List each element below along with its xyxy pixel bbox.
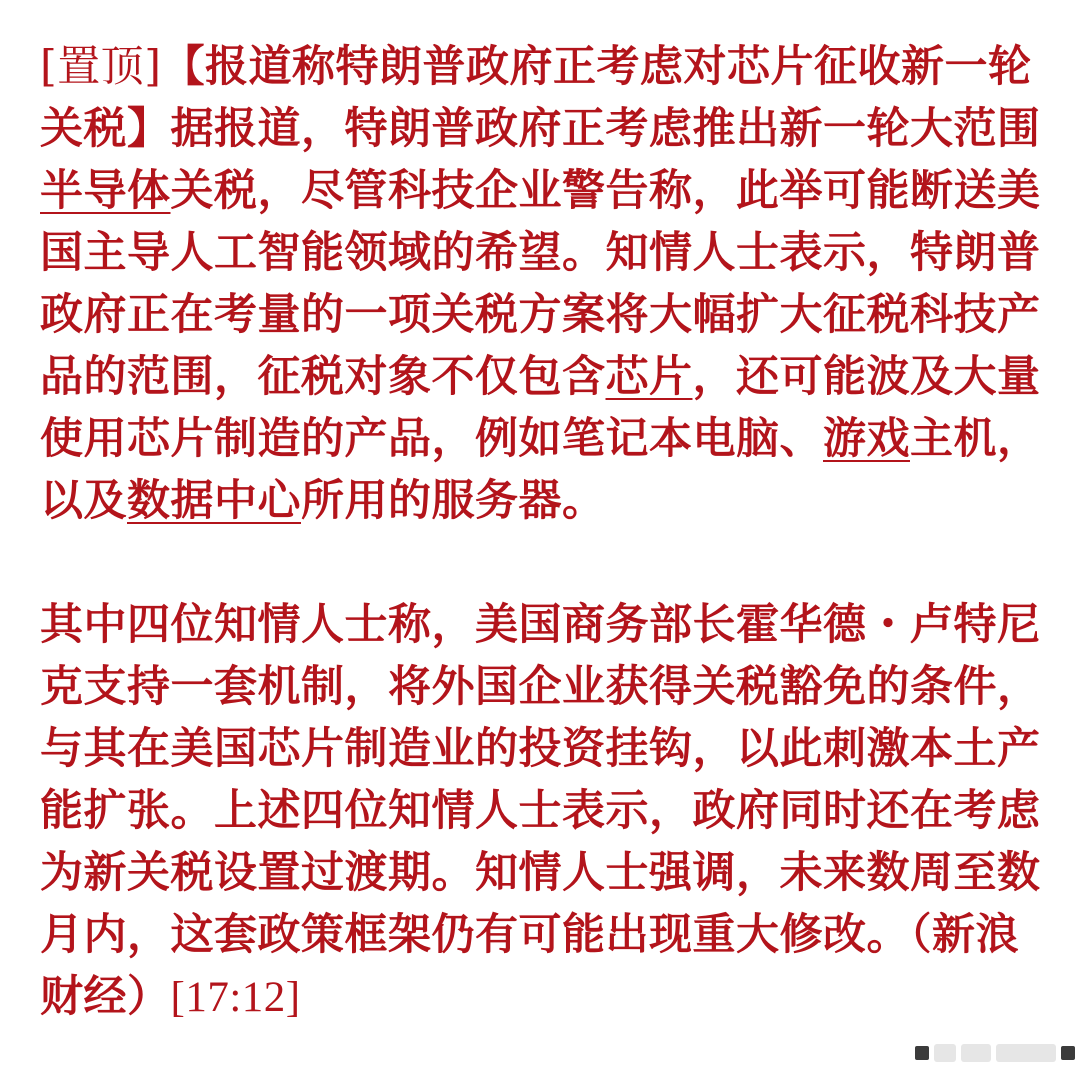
article-body bbox=[40, 36, 1050, 1029]
paragraph-2 bbox=[40, 594, 1050, 1029]
link-semiconductor[interactable]: 半导体 bbox=[40, 166, 171, 216]
paragraph-2-text: 其中四位知情人士称，美国商务部长霍华德・卢特尼克支持一套机制，将外国企业获得关税豁免的条件，与其在美国芯片制造业的投资挂钩，以此刺激本土产能扩张。上述四位知情人士表示，政府同时还在考虑为新关税设置过渡期。知情人士强调，未来数周至数月内，这套政策框架仍有可能出现重大修改。（新浪财经） bbox=[40, 600, 1041, 1022]
paragraph-1-text: 据报道，特朗普政府正考虑推出新一轮大范围 bbox=[170, 104, 1041, 154]
link-data-center[interactable]: 数据中心 bbox=[127, 476, 301, 526]
paragraph-1-text: 所用的服务器。 bbox=[301, 476, 606, 526]
paragraph-1-text: ，还可能波及大量使用芯片制造的产品，例如笔记本电脑、 bbox=[40, 352, 1041, 464]
headline: 【报道称特朗普政府正考虑对芯片征收新一轮关税】 bbox=[40, 42, 1032, 154]
watermark-square-icon bbox=[915, 1046, 929, 1060]
watermark-bar-icon bbox=[961, 1044, 991, 1062]
link-chip[interactable]: 芯片 bbox=[605, 352, 693, 402]
pin-tag: [置顶] bbox=[40, 42, 162, 92]
watermark-square-icon bbox=[1061, 1046, 1075, 1060]
paragraph-1-text: 关税，尽管科技企业警告称，此举可能断送美国主导人工智能领域的希望。知情人士表示，特朗普政府正在考量的一项关税方案将大幅扩大征税科技产品的范围，征税对象不仅包含 bbox=[40, 166, 1041, 402]
watermark-bar-icon bbox=[996, 1044, 1056, 1062]
timestamp: [17:12] bbox=[170, 974, 301, 1021]
link-gaming[interactable]: 游戏 bbox=[823, 414, 910, 464]
paragraph-1-text: 主机，以及 bbox=[40, 414, 1041, 526]
paragraph-1 bbox=[40, 36, 1050, 532]
watermark-bar-icon bbox=[934, 1044, 956, 1062]
weibo-watermark-icon bbox=[915, 1044, 1075, 1062]
